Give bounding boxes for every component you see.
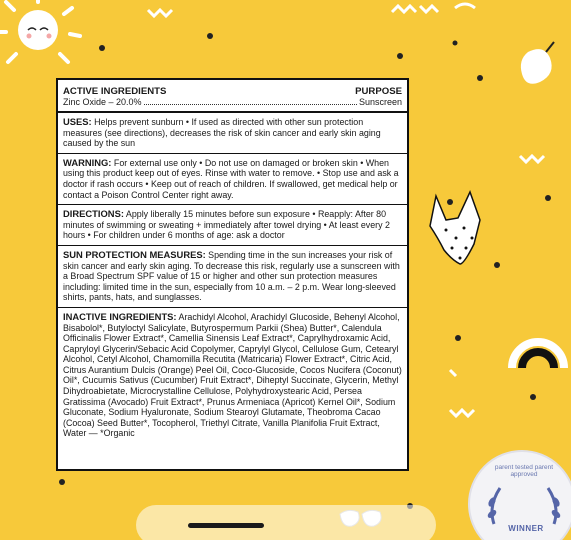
inactive-ingredients-title: INACTIVE INGREDIENTS: [63,310,177,322]
active-ingredient-row [63,97,402,111]
inactive-ingredients-section [63,308,402,443]
bottom-banner [136,505,436,540]
uses-text: Helps prevent sunburn • If used as directed with other sun protection measures (see directions), decreases the risk of skin cancer and early skin aging caused by the sun [63,117,381,149]
warning-text: For external use only • Do not use on damaged or broken skin • When using this product keep out of eyes. Rinse with water to remove. • Stop use and ask a doctor if rash occurs • Keep out of reach of children. If swallowed, get medical help or contact a Poison Control Center right away. [63,157,399,200]
directions-title: DIRECTIONS: [63,208,124,220]
uses-title: USES: [63,116,92,127]
purpose-heading: PURPOSE [355,86,402,97]
sun-protection-title: SUN PROTECTION MEASURES: [63,248,206,260]
active-ingredients-header [63,84,402,97]
swimsuit-icon [430,192,480,264]
sun-protection-section [63,246,402,307]
drop-icon [521,42,554,84]
leader-dots [144,104,357,105]
active-ingredient-purpose: Sunscreen [358,97,402,107]
drug-facts-label [56,78,409,471]
award-label: parent tested parent approved [494,464,554,478]
sun-protection-text: Spending time in the sun increases your risk of skin cancer and early skin aging. To decrease this risk, regularly use a sunscreen with a Broad Spectrum SPF value of 15 or higher and other sun protection measures including: limited time in the sun, especially from 10 a.m. – 2 p.m. Wear long-sleeved shirts, pants, hats, and sunglasses. [63,249,400,303]
warning-title: WARNING: [63,156,112,168]
warning-section [63,154,402,204]
home-indicator[interactable] [188,523,264,528]
directions-text: Apply liberally 15 minutes before sun exposure • Reapply: After 80 minutes of swimming or sweating + immediately after towel drying • At least every 2 hours • For children under 6 months of age: ask a doctor [63,209,390,241]
uses-section [63,113,402,153]
award-winner-text: WINNER [508,524,544,533]
directions-section [63,205,402,245]
active-ingredients-heading: ACTIVE INGREDIENTS [63,86,167,97]
inactive-ingredients-text: Arachidyl Alcohol, Arachidyl Glucoside, Behenyl Alcohol, Bisabolol*, Butyloctyl Salicylate, Butyrospermum Parkii (Shea) Butter*, Calendula Officinalis Flower Extract*, Camellia Sinensis Leaf Extract*, Caprylhydroxamic Acid, Capryloyl Glycerin/Sebacic Acid Copolymer, Caprylyl Glycol, Cellulose Gum, Cetearyl Alcohol, Cetyl Alcohol, Chamomilla Recutita (Matricaria) Flower Extract*, Citric Acid, Citrus Aurantium Dulcis (Orange) Peel Oil, Coco-Glucoside, Cocos Nucifera (Coconut) Oil*, Cucumis Sativus (Cucumber) Fruit Extract*, Diheptyl Succinate, Glycerin, Methyl Dihydroabietate, Microcrystalline Cellulose, Polyhydroxystearic Acid, Persea Gratissima (Avocado) Fruit Extract*, Prunus Armeniaca (Apricot) Kernel Oil*, Sodium Gluconate, Sodium Hyaluronate, Sodium Stearoyl Glutamate, Theobroma Cacao (Cocoa) Seed Butter*, Tocopherol, Triethyl Citrate, Vanilla Planifolia Fruit Extract, Water — *Organic [63,311,402,439]
sun-icon [0,0,80,62]
rainbow-icon [512,342,564,368]
active-ingredient-name: Zinc Oxide – 20.0% [63,97,142,107]
